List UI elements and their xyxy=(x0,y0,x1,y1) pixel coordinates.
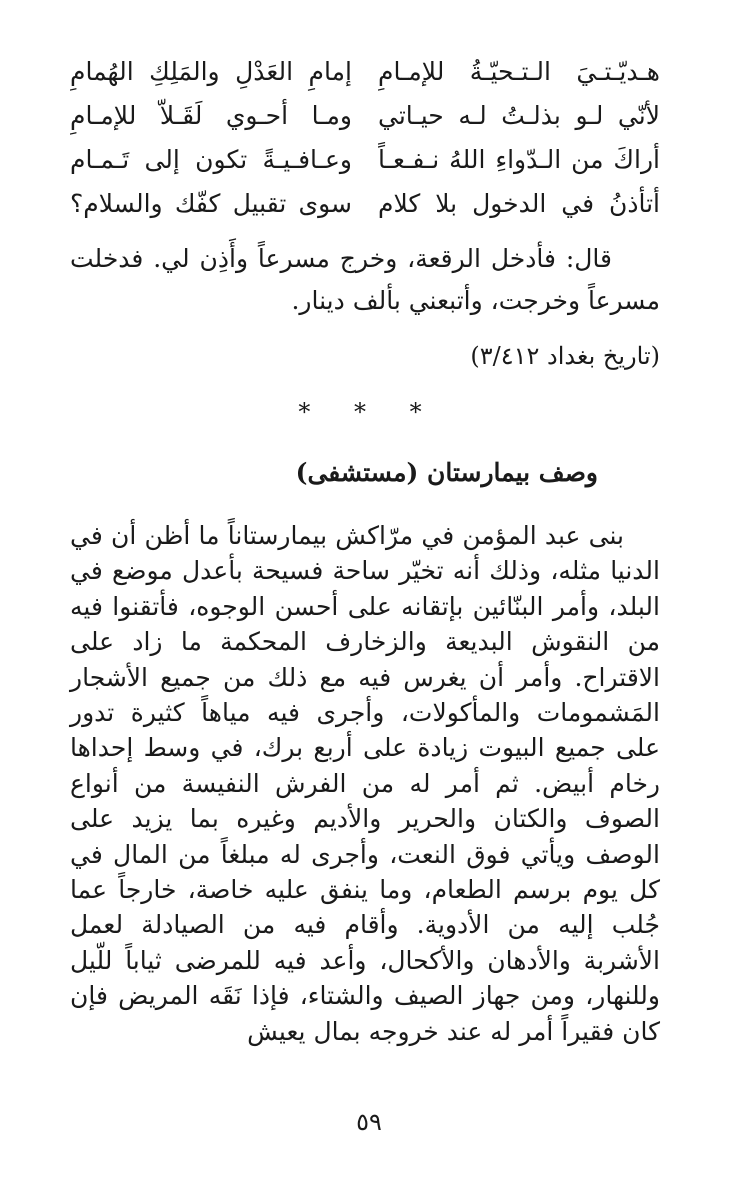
section-separator: * * * xyxy=(298,398,440,426)
verse-first-hemistich: أراكَ من الـدّواءِ اللهُ نـفـعـاً xyxy=(378,145,660,174)
verse-second-hemistich: إمامِ العَدْلِ والمَلِكِ الهُمامِ xyxy=(70,57,352,86)
poem-verse-4 xyxy=(70,182,660,226)
page-number: ٥٩ xyxy=(356,1108,382,1136)
poem-verse-3 xyxy=(70,138,660,182)
verse-first-hemistich: أتأذنُ في الدخول بلا كلام xyxy=(378,189,660,218)
poem-block xyxy=(70,50,660,226)
verse-second-hemistich: ومـا أحـوي لَقَـلاّ للإمـامِ xyxy=(70,101,352,130)
verse-second-hemistich: سوى تقبيل كفّك والسلام؟ xyxy=(70,189,352,218)
verse-first-hemistich: لأنّي لـو بذلـتُ لـه حيـاتي xyxy=(378,101,660,130)
verse-second-hemistich: وعـافـيـةً تكون إلى تَـمـام xyxy=(70,145,352,174)
section-title: وصف بيمارستان (مستشفى) xyxy=(295,458,598,487)
hospital-description-paragraph: بنى عبد المؤمن في مرّاكش بيمارستاناً ما أظن أن في الدنيا مثله، وذلك أنه تخيّر ساحة فسيحة بأعدل موضع في البلد، وأمر البنّائين بإتقانه على أحسن الوجوه، فأتقنوا فيه من النقوش البديعة والزخارف المحكمة ما زاد على الاقتراح. وأمر أن يغرس فيه مع ذلك من جميع الأشجار المَشمومات والمأكولات، وأجرى فيه مياهاً كثيرة تدور على جميع البيوت زيادة على أربع برك، في وسط إحداها رخام أبيض. ثم أمر له من الفرش النفيسة من أنواع الصوف والكتان والحرير والأديم وغيره بما يزيد على الوصف ويأتي فوق النعت، وأجرى له مبلغاً من المال في كل يوم برسم الطعام، وما ينفق عليه خاصة، خارجاً عما جُلب إليه من الأدوية. وأقام فيه من الصيادلة لعمل الأشربة والأدهان والأكحال، وأعد فيه للمرضى ثياباً للّيل وللنهار، ومن جهاز الصيف والشتاء، فإذا نَقَه المريض فإن كان فقيراً أمر له عند خروجه بمال يعيش xyxy=(70,521,660,1046)
verse-first-hemistich: هـديّـتـيَ الـتـحيّـةُ للإمـامِ xyxy=(378,57,660,86)
poem-verse-2 xyxy=(70,94,660,138)
story-ending-paragraph: قال: فأدخل الرقعة، وخرج مسرعاً وأَذِن لي. فدخلت مسرعاً وخرجت، وأتبعني بألف دينار. xyxy=(70,244,660,315)
source-citation: (تاريخ بغداد ٣/٤١٢) xyxy=(470,342,660,370)
poem-verse-1 xyxy=(70,50,660,94)
